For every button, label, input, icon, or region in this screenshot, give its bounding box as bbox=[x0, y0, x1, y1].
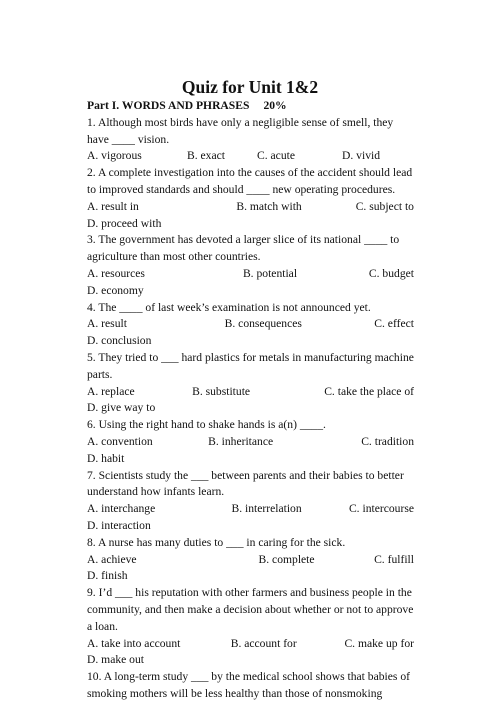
option-a: A. vigorous bbox=[87, 149, 142, 163]
option-a: A. take into account bbox=[87, 636, 181, 650]
option-c: C. intercourse bbox=[348, 502, 414, 516]
options-4 bbox=[87, 316, 414, 350]
option-b: B. complete bbox=[258, 552, 315, 566]
question-stem-line: 3. The government has devoted a larger slice of its national ____ to bbox=[87, 233, 400, 247]
question-9 bbox=[87, 585, 414, 635]
option-b: B. consequences bbox=[224, 317, 302, 331]
option-c: C. subject to bbox=[355, 199, 414, 213]
option-d: D. give way to bbox=[87, 401, 156, 415]
options-3 bbox=[87, 266, 414, 300]
option-b: B. account for bbox=[230, 636, 297, 650]
option-a: A. result bbox=[87, 317, 127, 331]
option-d: D. habit bbox=[87, 451, 125, 465]
question-stem-line: 5. They tried to ___ hard plastics for metals in manufacturing machine bbox=[87, 350, 414, 364]
option-b: B. interrelation bbox=[231, 502, 302, 516]
option-a: A. achieve bbox=[87, 552, 137, 566]
question-stem-line: smoking mothers will be less healthy than those of nonsmoking bbox=[87, 686, 383, 700]
option-a: A. replace bbox=[87, 384, 135, 398]
option-b: B. inheritance bbox=[208, 434, 274, 448]
option-c: C. acute bbox=[257, 149, 295, 163]
question-3 bbox=[87, 232, 414, 266]
section-heading bbox=[87, 98, 414, 115]
question-stem-line: understand how infants learn. bbox=[87, 485, 225, 499]
options-9 bbox=[87, 636, 414, 670]
question-stem-line: 7. Scientists study the ___ between parents and their babies to better bbox=[87, 468, 404, 482]
quiz-content bbox=[87, 98, 414, 703]
question-7 bbox=[87, 468, 414, 502]
option-d: D. proceed with bbox=[87, 216, 162, 230]
question-4 bbox=[87, 300, 414, 317]
question-stem-line: 8. A nurse has many duties to ___ in caring for the sick. bbox=[87, 535, 346, 549]
options-8 bbox=[87, 552, 414, 586]
option-b: B. substitute bbox=[192, 384, 251, 398]
options-7 bbox=[87, 501, 414, 535]
option-a: A. result in bbox=[87, 199, 139, 213]
question-5 bbox=[87, 350, 414, 384]
option-c: C. take the place of bbox=[324, 384, 414, 398]
question-stem-line: 2. A complete investigation into the causes of the accident should lead bbox=[87, 166, 413, 180]
question-stem-line: community, and then make a decision about whether or not to approve bbox=[87, 602, 414, 616]
question-10 bbox=[87, 669, 414, 703]
option-c: C. effect bbox=[374, 317, 414, 331]
option-b: B. match with bbox=[236, 199, 302, 213]
option-a: A. convention bbox=[87, 434, 153, 448]
option-d: D. make out bbox=[87, 653, 144, 667]
question-stem-line: a loan. bbox=[87, 619, 118, 633]
option-c: C. tradition bbox=[361, 434, 414, 448]
option-d: D. economy bbox=[87, 283, 144, 297]
question-stem-line: agriculture than most other countries. bbox=[87, 250, 261, 264]
question-stem-line: have ____ vision. bbox=[87, 132, 170, 146]
options-1 bbox=[87, 148, 414, 165]
question-stem-line: 10. A long-term study ___ by the medical school shows that babies of bbox=[87, 670, 410, 684]
question-stem-line: 9. I’d ___ his reputation with other farmers and business people in the bbox=[87, 586, 412, 600]
page-title: Quiz for Unit 1&2 bbox=[181, 77, 319, 97]
question-8 bbox=[87, 535, 414, 552]
option-d: D. interaction bbox=[87, 518, 151, 532]
option-b: B. potential bbox=[242, 266, 298, 280]
section-percent: 20% bbox=[263, 99, 287, 112]
question-stem-line: 4. The ____ of last week’s examination is not announced yet. bbox=[87, 300, 371, 314]
question-stem-line: 6. Using the right hand to shake hands is a(n) ____. bbox=[87, 418, 326, 432]
question-stem-line: parts. bbox=[87, 367, 113, 381]
question-stem-line: to improved standards and should ____ new operating procedures. bbox=[87, 182, 396, 196]
option-a: A. interchange bbox=[87, 502, 156, 516]
option-a: A. resources bbox=[87, 266, 145, 280]
option-c: C. fulfill bbox=[374, 552, 414, 566]
question-1 bbox=[87, 115, 414, 149]
option-c: C. budget bbox=[368, 266, 414, 280]
options-6 bbox=[87, 434, 414, 468]
option-d: D. finish bbox=[87, 569, 128, 583]
option-b: B. exact bbox=[187, 149, 225, 163]
section-label: Part I. WORDS AND PHRASES bbox=[87, 99, 250, 112]
option-c: C. make up for bbox=[344, 636, 414, 650]
options-2 bbox=[87, 199, 414, 233]
question-stem-line: 1. Although most birds have only a negligible sense of smell, they bbox=[87, 115, 394, 129]
option-d: D. conclusion bbox=[87, 334, 152, 348]
question-2 bbox=[87, 165, 414, 199]
options-5 bbox=[87, 384, 414, 418]
option-d: D. vivid bbox=[342, 149, 381, 163]
question-6 bbox=[87, 417, 414, 434]
